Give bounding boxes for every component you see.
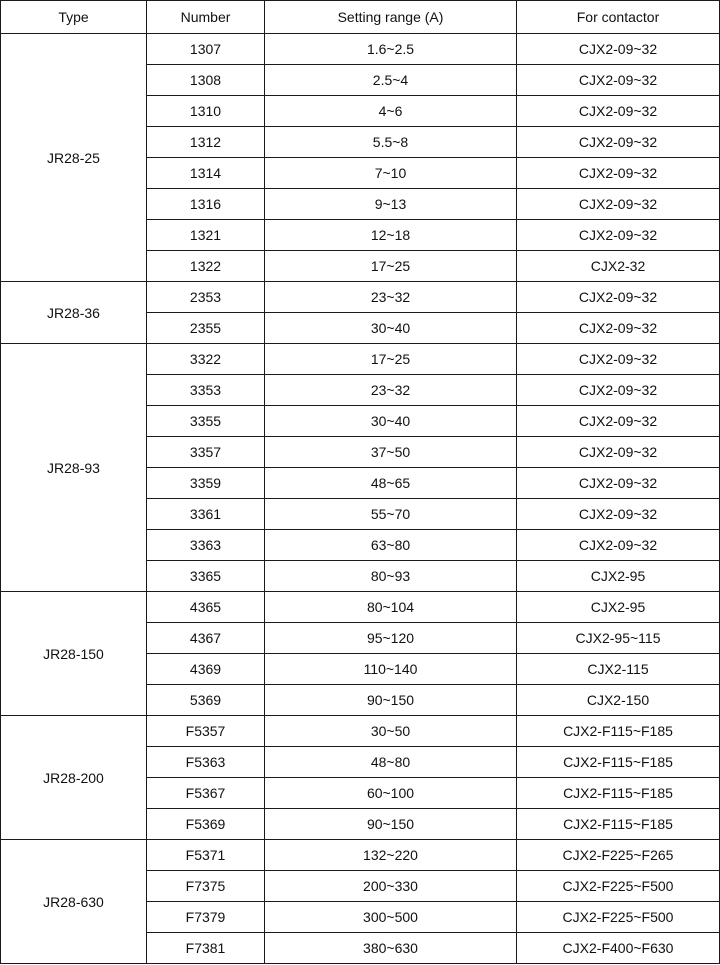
- setting-range-cell: 80~104: [265, 592, 517, 623]
- number-cell: 4365: [147, 592, 265, 623]
- setting-range-cell: 55~70: [265, 499, 517, 530]
- contactor-cell: CJX2-95: [517, 561, 720, 592]
- setting-range-cell: 17~25: [265, 251, 517, 282]
- number-cell: 1312: [147, 127, 265, 158]
- number-cell: 2355: [147, 313, 265, 344]
- contactor-cell: CJX2-150: [517, 685, 720, 716]
- setting-range-cell: 200~330: [265, 871, 517, 902]
- setting-range-cell: 30~50: [265, 716, 517, 747]
- number-cell: F7381: [147, 933, 265, 964]
- type-cell: JR28-25: [1, 34, 147, 282]
- contactor-cell: CJX2-09~32: [517, 437, 720, 468]
- contactor-cell: CJX2-09~32: [517, 313, 720, 344]
- setting-range-cell: 300~500: [265, 902, 517, 933]
- setting-range-cell: 2.5~4: [265, 65, 517, 96]
- number-cell: F5363: [147, 747, 265, 778]
- contactor-cell: CJX2-09~32: [517, 344, 720, 375]
- type-cell: JR28-93: [1, 344, 147, 592]
- setting-range-cell: 30~40: [265, 313, 517, 344]
- setting-range-cell: 90~150: [265, 809, 517, 840]
- setting-range-cell: 17~25: [265, 344, 517, 375]
- contactor-cell: CJX2-F115~F185: [517, 778, 720, 809]
- setting-range-cell: 7~10: [265, 158, 517, 189]
- number-cell: 1310: [147, 96, 265, 127]
- contactor-cell: CJX2-F225~F500: [517, 871, 720, 902]
- table-row: [1, 840, 720, 871]
- header-for-contactor: For contactor: [517, 1, 720, 34]
- setting-range-cell: 4~6: [265, 96, 517, 127]
- number-cell: 3357: [147, 437, 265, 468]
- setting-range-cell: 23~32: [265, 282, 517, 313]
- number-cell: F7379: [147, 902, 265, 933]
- contactor-cell: CJX2-09~32: [517, 468, 720, 499]
- table-row: [1, 344, 720, 375]
- number-cell: F7375: [147, 871, 265, 902]
- contactor-cell: CJX2-09~32: [517, 158, 720, 189]
- setting-range-cell: 37~50: [265, 437, 517, 468]
- number-cell: 1322: [147, 251, 265, 282]
- contactor-cell: CJX2-09~32: [517, 220, 720, 251]
- header-row: [1, 1, 720, 34]
- contactor-cell: CJX2-09~32: [517, 34, 720, 65]
- number-cell: 1308: [147, 65, 265, 96]
- setting-range-cell: 95~120: [265, 623, 517, 654]
- type-cell: JR28-200: [1, 716, 147, 840]
- contactor-cell: CJX2-09~32: [517, 96, 720, 127]
- table-row: [1, 592, 720, 623]
- contactor-cell: CJX2-09~32: [517, 406, 720, 437]
- setting-range-cell: 12~18: [265, 220, 517, 251]
- number-cell: 3322: [147, 344, 265, 375]
- contactor-cell: CJX2-F400~F630: [517, 933, 720, 964]
- type-cell: JR28-630: [1, 840, 147, 964]
- setting-range-cell: 110~140: [265, 654, 517, 685]
- table-header: [1, 1, 720, 34]
- header-setting-range: Setting range (A): [265, 1, 517, 34]
- header-type: Type: [1, 1, 147, 34]
- contactor-cell: CJX2-09~32: [517, 375, 720, 406]
- setting-range-cell: 90~150: [265, 685, 517, 716]
- contactor-cell: CJX2-115: [517, 654, 720, 685]
- setting-range-cell: 132~220: [265, 840, 517, 871]
- number-cell: 3365: [147, 561, 265, 592]
- setting-range-cell: 9~13: [265, 189, 517, 220]
- setting-range-cell: 30~40: [265, 406, 517, 437]
- contactor-cell: CJX2-09~32: [517, 189, 720, 220]
- contactor-cell: CJX2-F225~F500: [517, 902, 720, 933]
- contactor-cell: CJX2-32: [517, 251, 720, 282]
- table-row: [1, 716, 720, 747]
- type-cell: JR28-150: [1, 592, 147, 716]
- number-cell: 3363: [147, 530, 265, 561]
- number-cell: 2353: [147, 282, 265, 313]
- number-cell: 3361: [147, 499, 265, 530]
- contactor-cell: CJX2-F225~F265: [517, 840, 720, 871]
- number-cell: 1314: [147, 158, 265, 189]
- number-cell: F5367: [147, 778, 265, 809]
- contactor-cell: CJX2-95~115: [517, 623, 720, 654]
- number-cell: F5369: [147, 809, 265, 840]
- number-cell: 3353: [147, 375, 265, 406]
- contactor-cell: CJX2-95: [517, 592, 720, 623]
- number-cell: F5371: [147, 840, 265, 871]
- header-number: Number: [147, 1, 265, 34]
- table-row: [1, 282, 720, 313]
- number-cell: 3355: [147, 406, 265, 437]
- number-cell: 3359: [147, 468, 265, 499]
- setting-range-cell: 48~80: [265, 747, 517, 778]
- contactor-cell: CJX2-09~32: [517, 499, 720, 530]
- number-cell: 1321: [147, 220, 265, 251]
- setting-range-cell: 63~80: [265, 530, 517, 561]
- number-cell: F5357: [147, 716, 265, 747]
- setting-range-cell: 80~93: [265, 561, 517, 592]
- contactor-cell: CJX2-F115~F185: [517, 716, 720, 747]
- contactor-cell: CJX2-09~32: [517, 127, 720, 158]
- contactor-cell: CJX2-F115~F185: [517, 747, 720, 778]
- setting-range-cell: 48~65: [265, 468, 517, 499]
- setting-range-cell: 380~630: [265, 933, 517, 964]
- contactor-cell: CJX2-09~32: [517, 65, 720, 96]
- setting-range-cell: 5.5~8: [265, 127, 517, 158]
- setting-range-cell: 60~100: [265, 778, 517, 809]
- contactor-cell: CJX2-F115~F185: [517, 809, 720, 840]
- contactor-cell: CJX2-09~32: [517, 282, 720, 313]
- number-cell: 4367: [147, 623, 265, 654]
- number-cell: 1316: [147, 189, 265, 220]
- table-row: [1, 34, 720, 65]
- number-cell: 1307: [147, 34, 265, 65]
- setting-range-cell: 1.6~2.5: [265, 34, 517, 65]
- contactor-cell: CJX2-09~32: [517, 530, 720, 561]
- setting-range-cell: 23~32: [265, 375, 517, 406]
- number-cell: 4369: [147, 654, 265, 685]
- type-cell: JR28-36: [1, 282, 147, 344]
- table-body: [1, 34, 720, 964]
- number-cell: 5369: [147, 685, 265, 716]
